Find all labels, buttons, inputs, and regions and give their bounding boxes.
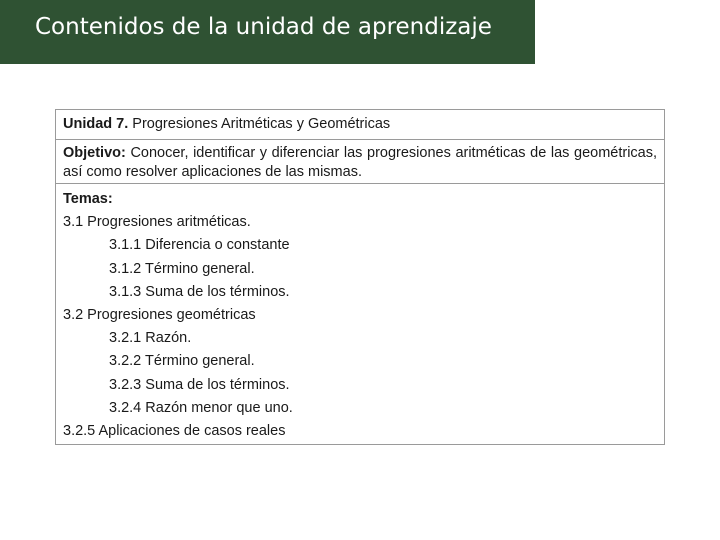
objective-text: Conocer, identificar y diferenciar las progresiones aritméticas de las geométricas, así como resolver aplicaciones de las mismas. [63, 145, 658, 180]
unit-label: Unidad 7. [63, 116, 129, 132]
topics-label: Temas: [63, 191, 113, 207]
unit-table [55, 109, 665, 445]
topics-row [56, 184, 664, 444]
subtopic-item: 3.2.2 Término general. [109, 353, 255, 370]
subtopic-item: 3.1.1 Diferencia o constante [109, 237, 290, 254]
subtopic-item: 3.2.1 Razón. [109, 330, 192, 347]
page-title: Contenidos de la unidad de aprendizaje [35, 14, 492, 40]
objective-row [56, 140, 664, 184]
objective-label: Objetivo: [63, 145, 126, 161]
subtopic-item: 3.2.4 Razón menor que uno. [109, 399, 293, 416]
unit-row [56, 110, 664, 140]
topic-item: 3.2 Progresiones geométricas [63, 306, 256, 323]
unit-name: Progresiones Aritméticas y Geométricas [132, 116, 391, 132]
topic-item: 3.2.5 Aplicaciones de casos reales [63, 422, 286, 439]
title-bar [0, 0, 535, 64]
subtopic-item: 3.1.2 Término general. [109, 260, 255, 277]
subtopic-item: 3.1.3 Suma de los términos. [109, 283, 290, 300]
subtopic-item: 3.2.3 Suma de los términos. [109, 376, 290, 393]
topic-item: 3.1 Progresiones aritméticas. [63, 214, 251, 231]
